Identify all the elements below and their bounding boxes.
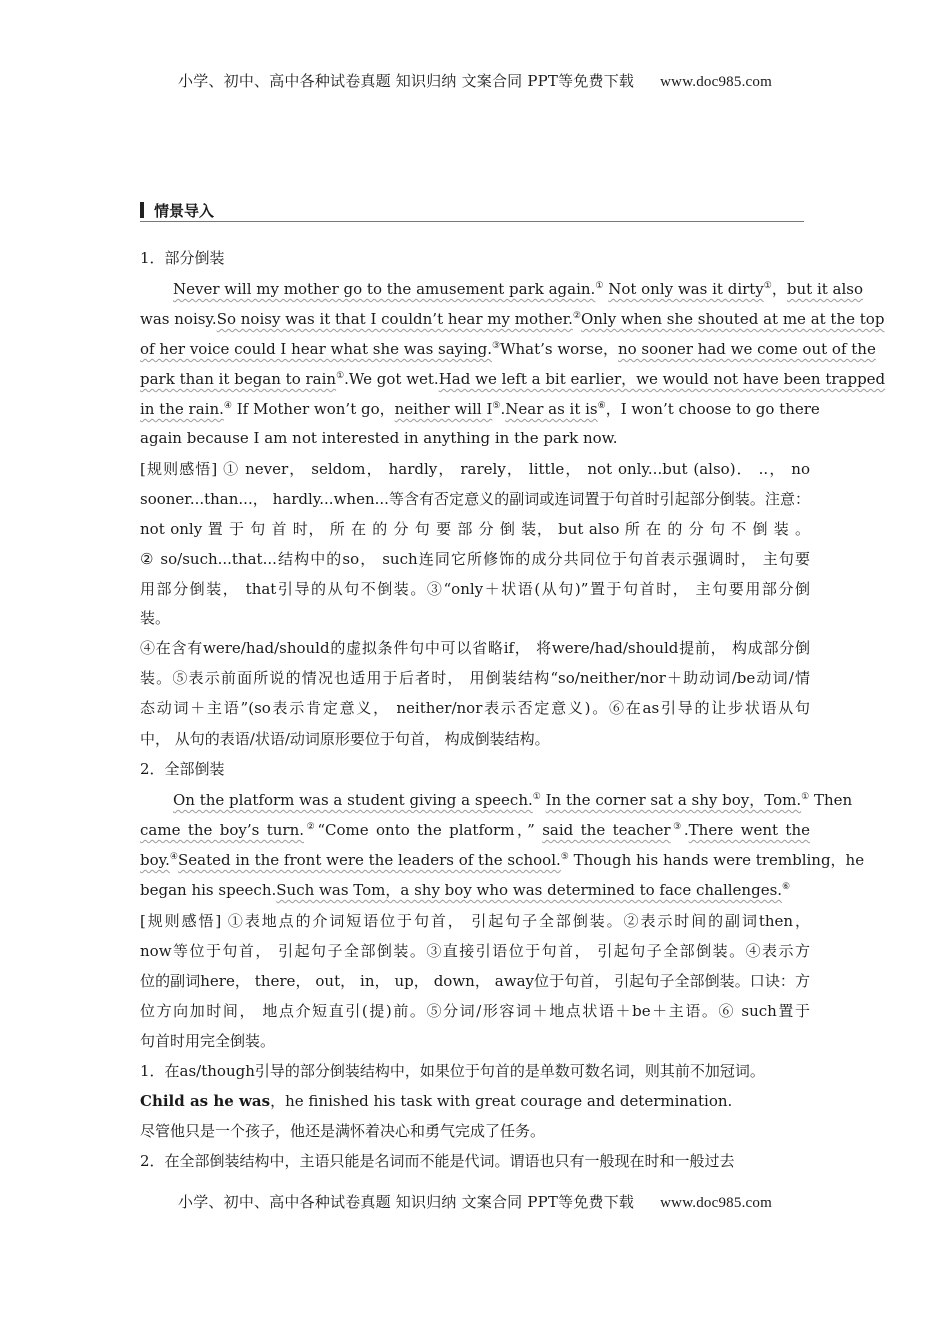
sentence-marker: ②: [304, 822, 318, 832]
rule1-line: sooner...than...， hardly...when...等含有否定意义的副词或连词置于句首时引起部分倒装。注意：: [140, 490, 810, 508]
text-run: ，I won’t choose to go there: [605, 400, 820, 418]
rule1-line: 装。: [140, 609, 171, 627]
text-run: said the teacher: [542, 821, 671, 839]
sentence-marker: ⑥: [782, 882, 791, 892]
text-run: no sooner had we come out of the: [617, 340, 876, 358]
text-run: began his speech.: [140, 881, 277, 899]
passage2-line: [140, 790, 853, 810]
passage2-line: [140, 850, 865, 870]
text-run: neither will I: [394, 400, 493, 418]
text-run: Then: [809, 791, 853, 809]
text-run: So noisy was it that I couldn’t hear my mother.: [216, 310, 573, 328]
text-run: There went the: [688, 821, 810, 839]
text-run: In the corner sat a shy boy，Tom.: [545, 791, 802, 809]
heading-partial-inversion: 1．部分倒装: [140, 249, 225, 267]
example-bold: Child as he was: [140, 1092, 271, 1110]
section-title: 情景导入: [154, 202, 215, 220]
text-run: Not only was it dirty: [608, 280, 764, 298]
passage1-line: [140, 369, 886, 389]
page-footer: [0, 1191, 950, 1212]
text-run: If Mother won’t go，: [231, 400, 395, 418]
text-run: “Come onto the platform，”: [317, 821, 543, 839]
sentence-marker: ①: [532, 792, 541, 802]
text-run: On the platform was a student giving a speech.: [173, 791, 533, 809]
sentence-marker: ②: [572, 311, 581, 321]
text-run: was noisy.: [140, 310, 217, 328]
text-run: but it also: [786, 280, 864, 298]
rule2-line: 位的副词here， there， out， in， up， down， away位于句首， 引起句子全部倒装。口诀：方: [140, 972, 810, 990]
text-run: .We got wet.: [344, 370, 439, 388]
rule1-line: ④在含有were/had/should的虚拟条件句中可以省略if， 将were/had/should提前， 构成部分倒: [140, 639, 810, 657]
text-run: Near as it is: [505, 400, 598, 418]
passage1-line: again because I am not interested in anything in the park now.: [140, 429, 618, 447]
footer-text: 小学、初中、高中各种试卷真题 知识归纳 文案合同 PPT等免费下载: [178, 1193, 635, 1211]
text-run: Such was Tom，a shy boy who was determined to face challenges.: [276, 881, 783, 899]
rule1-line: 中， 从句的表语/状语/动词原形要位于句首， 构成倒装结构。: [140, 730, 550, 748]
rule2-line: [规则感悟] ①表地点的介词短语位于句首， 引起句子全部倒装。②表示时间的副词then，: [140, 912, 810, 930]
sentence-marker: ①: [801, 792, 810, 802]
rule1-line: 装。⑤表示前面所说的情况也适用于后者时， 用倒装结构“so/neither/nor＋助动词/be动词/情: [140, 669, 810, 687]
example-sentence: [140, 1091, 810, 1111]
text-run: in the rain.: [140, 400, 224, 418]
heading-full-inversion: 2．全部倒装: [140, 760, 225, 778]
rule2-line: now等位于句首， 引起句子全部倒装。③直接引语位于句首， 引起句子全部倒装。④表示方: [140, 942, 810, 960]
passage1-line: [140, 309, 885, 329]
example-translation: 尽管他只是一个孩子，他还是满怀着决心和勇气完成了任务。: [140, 1122, 546, 1140]
passage2-line: [140, 880, 810, 900]
rule1-line: not only 置 于 句 首 时， 所 在 的 分 句 要 部 分 倒 装， but also 所 在 的 分 句 不 倒 装 。: [140, 520, 810, 538]
header-url: www.doc985.com: [660, 74, 772, 90]
sentence-marker: ①: [336, 371, 345, 381]
text-run: boy.: [140, 851, 170, 869]
text-run: .: [500, 400, 506, 418]
sentence-marker: ④: [223, 401, 232, 411]
section-heading: [140, 199, 804, 222]
text-run: What’s worse，: [500, 340, 618, 358]
passage2-line: [140, 820, 810, 840]
example-rest: ，he finished his task with great courage and determination.: [270, 1092, 733, 1110]
passage1-line: [140, 279, 864, 299]
passage1-line: [140, 399, 820, 419]
note-2: 2．在全部倒装结构中，主语只能是名词而不能是代词。谓语也只有一般现在时和一般过去: [140, 1152, 735, 1170]
passage1-line: [140, 339, 876, 359]
sentence-marker: ③: [670, 822, 684, 832]
sentence-marker: ⑤: [560, 852, 569, 862]
rule1-line: 用部分倒装， that引导的从句不倒装。③“only＋状语(从句)”置于句首时， 主句要用部分倒: [140, 580, 810, 598]
text-run: Had we left a bit earlier，we would not have been trapped: [438, 370, 886, 388]
note-1: 1．在as/though引导的部分倒装结构中，如果位于句首的是单数可数名词，则其前不加冠词。: [140, 1062, 765, 1080]
rule1-line: [规则感悟] ① never， seldom， hardly， rarely， little， not only...but (also)． ..， no: [140, 460, 810, 478]
header-text: 小学、初中、高中各种试卷真题 知识归纳 文案合同 PPT等免费下载: [178, 72, 635, 90]
sentence-marker: ③: [491, 341, 501, 351]
text-run: Only when she shouted at me at the top: [580, 310, 885, 328]
rule2-line: 句首时用完全倒装。: [140, 1032, 276, 1050]
sentence-marker: ⑤: [492, 401, 501, 411]
sentence-marker: ⑥: [597, 401, 606, 411]
section-marker-icon: [140, 202, 144, 218]
text-run: park than it began to rain: [140, 370, 337, 388]
text-run: Seated in the front were the leaders of the school.: [177, 851, 561, 869]
page-header: [0, 70, 950, 91]
rule1-line: 态动词＋主语”(so表示肯定意义， neither/nor表示否定意义)。⑥在as引导的让步状语从句: [140, 699, 810, 717]
footer-url: www.doc985.com: [660, 1195, 772, 1211]
sentence-marker: ①: [763, 281, 772, 291]
text-run: .: [683, 821, 689, 839]
text-run: of her voice could I hear what she was saying.: [140, 340, 492, 358]
sentence-marker: ④: [169, 852, 178, 862]
text-run: Though his hands were trembling，he: [568, 851, 865, 869]
text-run: came the boy’s turn.: [140, 821, 305, 839]
sentence-marker: ①: [595, 281, 604, 291]
rule2-line: 位方向加时间， 地点介短直引(提)前。⑤分词/形容词＋地点状语＋be＋主语。⑥ such置于: [140, 1002, 810, 1020]
rule1-line: ② so/such...that...结构中的so， such连同它所修饰的成分共同位于句首表示强调时， 主句要: [140, 550, 810, 568]
text-run: ，: [771, 280, 787, 298]
text-run: Never will my mother go to the amusement park again.: [173, 280, 596, 298]
